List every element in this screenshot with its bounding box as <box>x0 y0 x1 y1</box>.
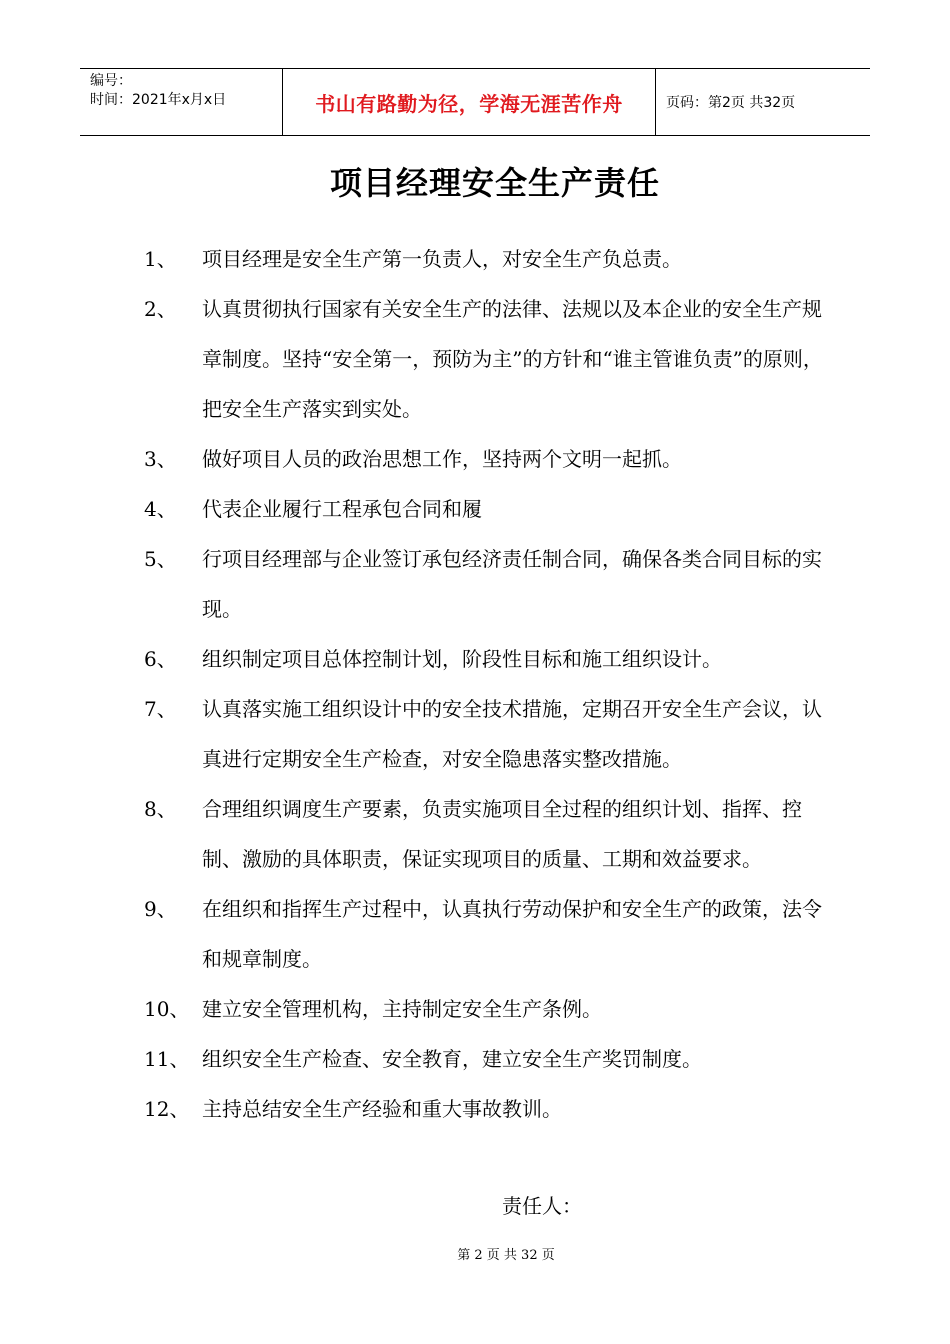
item-number: 10、 <box>144 997 190 1021</box>
item-text: 认真落实施工组织设计中的安全技术措施，定期召开安全生产会议，认真进行定期安全生产检查，对安全隐患落实整改措施。 <box>202 697 822 771</box>
item-number: 6、 <box>144 647 177 671</box>
item-text: 行项目经理部与企业签订承包经济责任制合同，确保各类合同目标的实现。 <box>202 547 822 621</box>
time-label: 时间：2021年x月x日 <box>90 92 227 108</box>
list-item <box>0 1034 950 1084</box>
item-number: 3、 <box>144 447 177 471</box>
item-text: 合理组织调度生产要素，负责实施项目全过程的组织计划、指挥、控制、激励的具体职责，保证实现项目的质量、工期和效益要求。 <box>202 797 802 871</box>
list-item <box>0 684 950 784</box>
item-number: 1、 <box>144 247 177 271</box>
page-footer: 第 2 页 共 32 页 <box>457 1248 555 1263</box>
list-item <box>0 884 950 984</box>
page-header <box>80 68 870 136</box>
item-number: 5、 <box>144 547 177 571</box>
document-title: 项目经理安全生产责任 <box>329 164 660 202</box>
item-number: 8、 <box>144 797 177 821</box>
item-text: 认真贯彻执行国家有关安全生产的法律、法规以及本企业的安全生产规章制度。坚持“安全第一，预防为主”的方针和“谁主管谁负责”的原则，把安全生产落实到实处。 <box>202 297 823 421</box>
serial-label: 编号： <box>90 73 132 89</box>
list-item <box>0 434 950 484</box>
header-page-info: 页码：第2页 共32页 <box>666 95 796 111</box>
signature-label: 责任人： <box>502 1194 582 1218</box>
item-number: 2、 <box>144 297 177 321</box>
responsibility-list <box>0 234 950 1134</box>
item-number: 11、 <box>144 1047 190 1071</box>
list-item <box>0 234 950 284</box>
item-text: 组织制定项目总体控制计划，阶段性目标和施工组织设计。 <box>202 647 722 671</box>
item-text: 做好项目人员的政治思想工作，坚持两个文明一起抓。 <box>202 447 682 471</box>
list-item <box>0 784 950 884</box>
item-text: 主持总结安全生产经验和重大事故教训。 <box>202 1097 562 1121</box>
item-number: 7、 <box>144 697 177 721</box>
item-number: 12、 <box>144 1097 190 1121</box>
list-item <box>0 484 950 534</box>
item-text: 代表企业履行工程承包合同和履 <box>202 497 482 521</box>
header-meta <box>80 69 282 135</box>
list-item <box>0 1084 950 1134</box>
item-text: 组织安全生产检查、安全教育，建立安全生产奖罚制度。 <box>202 1047 702 1071</box>
header-motto: 书山有路勤为径，学海无涯苦作舟 <box>282 69 656 135</box>
item-number: 4、 <box>144 497 177 521</box>
list-item <box>0 284 950 434</box>
item-text: 在组织和指挥生产过程中，认真执行劳动保护和安全生产的政策，法令和规章制度。 <box>202 897 822 971</box>
item-number: 9、 <box>144 897 177 921</box>
list-item <box>0 634 950 684</box>
item-text: 建立安全管理机构，主持制定安全生产条例。 <box>202 997 602 1021</box>
list-item <box>0 534 950 634</box>
list-item <box>0 984 950 1034</box>
item-text: 项目经理是安全生产第一负责人，对安全生产负总责。 <box>202 247 682 271</box>
